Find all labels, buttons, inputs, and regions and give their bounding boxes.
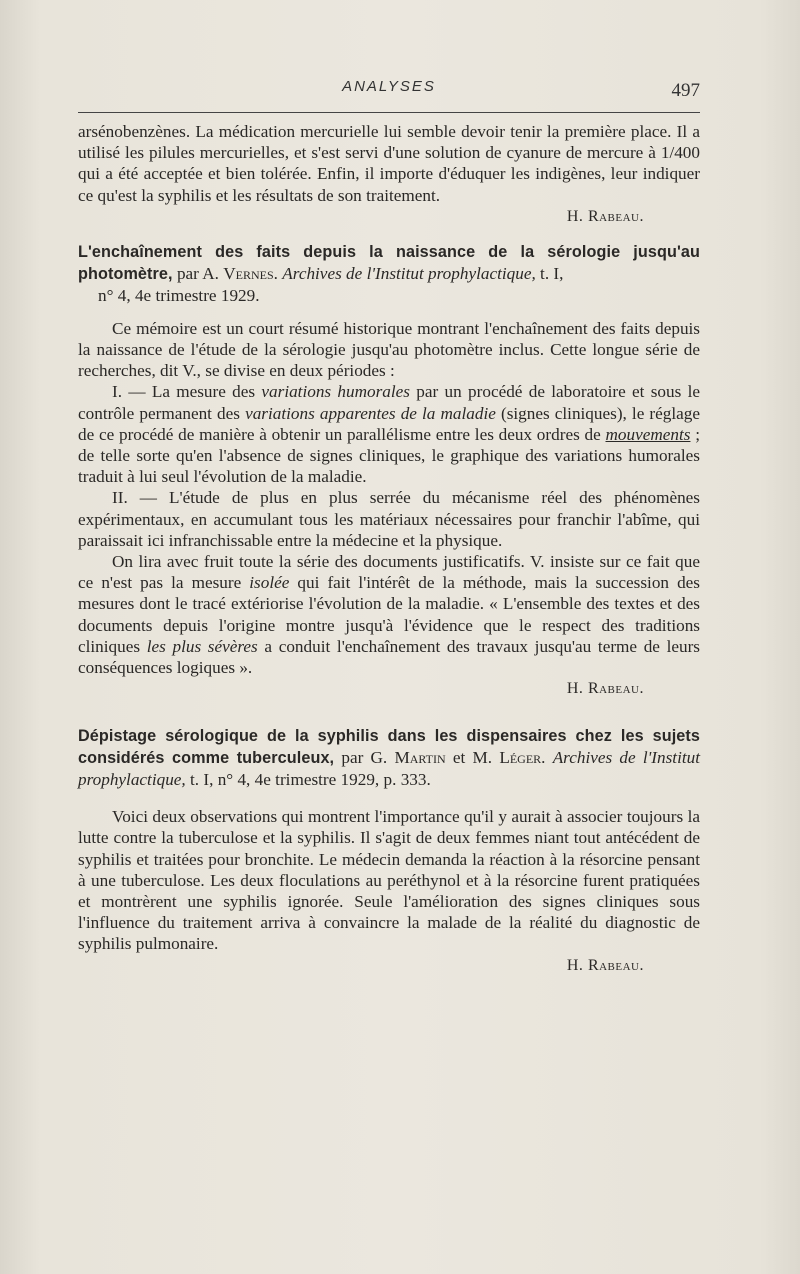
page-content (78, 121, 700, 990)
page-number: 497 (671, 80, 700, 101)
review-continuation (78, 121, 700, 227)
article-citation (78, 241, 700, 285)
review-signature (78, 955, 700, 976)
article-title: L'enchaînement des faits depuis la naissance de la sérologie jusqu'au photomètre, (78, 242, 700, 283)
article-citation (78, 725, 700, 790)
review-paragraph: I. — La mesure des variations humorales par un procédé de laboratoire et sous le contrôle permanent des variations apparentes de la maladie (signes cliniques), le réglage de ce procédé de manière à obtenir un parallélisme entre les deux ordres de mouvements ; de telle sorte qu'en l'absence de signes cliniques, le graphique des variations humorales traduit à lui seul l'évolution de la maladie. (78, 382, 701, 487)
signature-name: Rabeau. (587, 680, 644, 698)
emphasis: isolée (249, 573, 290, 593)
review-paragraph: On lira avec fruit toute la série des documents justificatifs. V. insiste sur ce fait que ce n'est pas la mesure isolée qui fait l'intérêt de la méthode, mais la succession des mesures dont le tracé extériorise l'évolution de la maladie. « L'ensemble des textes et des documents depuis l'origine montre jusqu'à l'évidence que le respect des traditions cliniques les plus sévères a conduit l'enchaînement des travaux jusqu'au terme de leurs conséquences logiques ». (78, 552, 701, 678)
article-title: Dépistage sérologique de la syphilis dans les dispensaires chez les sujets considérés comme tuberculeux, (78, 727, 700, 768)
header-rule (78, 112, 700, 113)
signature-initial: H. (566, 956, 584, 974)
page-header (78, 76, 700, 104)
citation-journal: Archives de l'Institut prophylactique, (282, 263, 536, 283)
citation-by: par A. (176, 263, 219, 283)
review-paragraph: Ce mémoire est un court résumé historique montrant l'enchaînement des faits depuis la naissance de l'étude de la sérologie jusqu'au photomètre inclus. Cette longue série de recherches, dit V., se divise en deux périodes : (78, 318, 700, 381)
emphasis: mouvements (605, 424, 691, 444)
signature-initial: H. (566, 680, 584, 698)
signature-initial: H. (566, 207, 584, 225)
signature-name: Rabeau. (587, 956, 644, 974)
citation-journal: Archives de l'Institut prophylactique, (78, 748, 700, 790)
review-vernes (78, 241, 700, 699)
citation-by: par G. (341, 748, 388, 768)
citation-author: Martin (394, 748, 446, 768)
citation-author: Léger. (499, 748, 546, 768)
review-signature (78, 206, 700, 227)
emphasis: variations apparentes de la maladie (245, 403, 496, 423)
emphasis: variations humorales (261, 382, 410, 402)
review-paragraph: Voici deux observations qui montrent l'importance qu'il y aurait à associer toujours la lutte contre la tuberculose et la syphilis. Il s'agit de deux femmes niant tout antécédent de syphilis et traitées pour bronchite. Le médecin demanda la réaction à la résorcine pensant à une tuberculose. Les deux floculations au peréthynol et à la résorcine furent pratiquées et montrèrent une syphilis ignorée. Seule l'amélioration des signes cliniques sous l'influence du traitement arriva à convaincre la malade de la réalité du diagnostic de syphilis pulmonaire. (78, 807, 700, 954)
review-martin-leger (78, 725, 700, 975)
review-signature (78, 678, 700, 699)
citation-volume: t. I, (540, 263, 564, 283)
signature-name: Rabeau. (587, 207, 644, 225)
review-paragraph: arsénobenzènes. La médication mercurielle lui semble devoir tenir la première place. Il a utilisé les pilules mercurielles, et s'est servi d'une solution de cyanure de mercure à 1/400 qui a été acceptée et bien tolérée. Enfin, il importe d'éduquer les indigènes, leur indiquer ce qu'est la syphilis et les résultats de son traitement. (78, 122, 700, 205)
citation-author: Vernes. (223, 263, 278, 283)
citation-and: et M. (452, 748, 493, 768)
citation-issue: t. I, n° 4, 4e trimestre 1929, p. 333. (190, 770, 431, 790)
running-head: ANALYSES (342, 78, 436, 95)
emphasis: les plus sévères (146, 636, 258, 656)
review-paragraph: II. — L'étude de plus en plus serrée du mécanisme réel des phénomènes expérimentaux, en accumulant tous les matériaux nécessaires pour franchir l'abîme, qui paraissait ici infranchissable entre la médecine et la physique. (78, 488, 700, 550)
citation-issue: n° 4, 4e trimestre 1929. (98, 285, 260, 305)
